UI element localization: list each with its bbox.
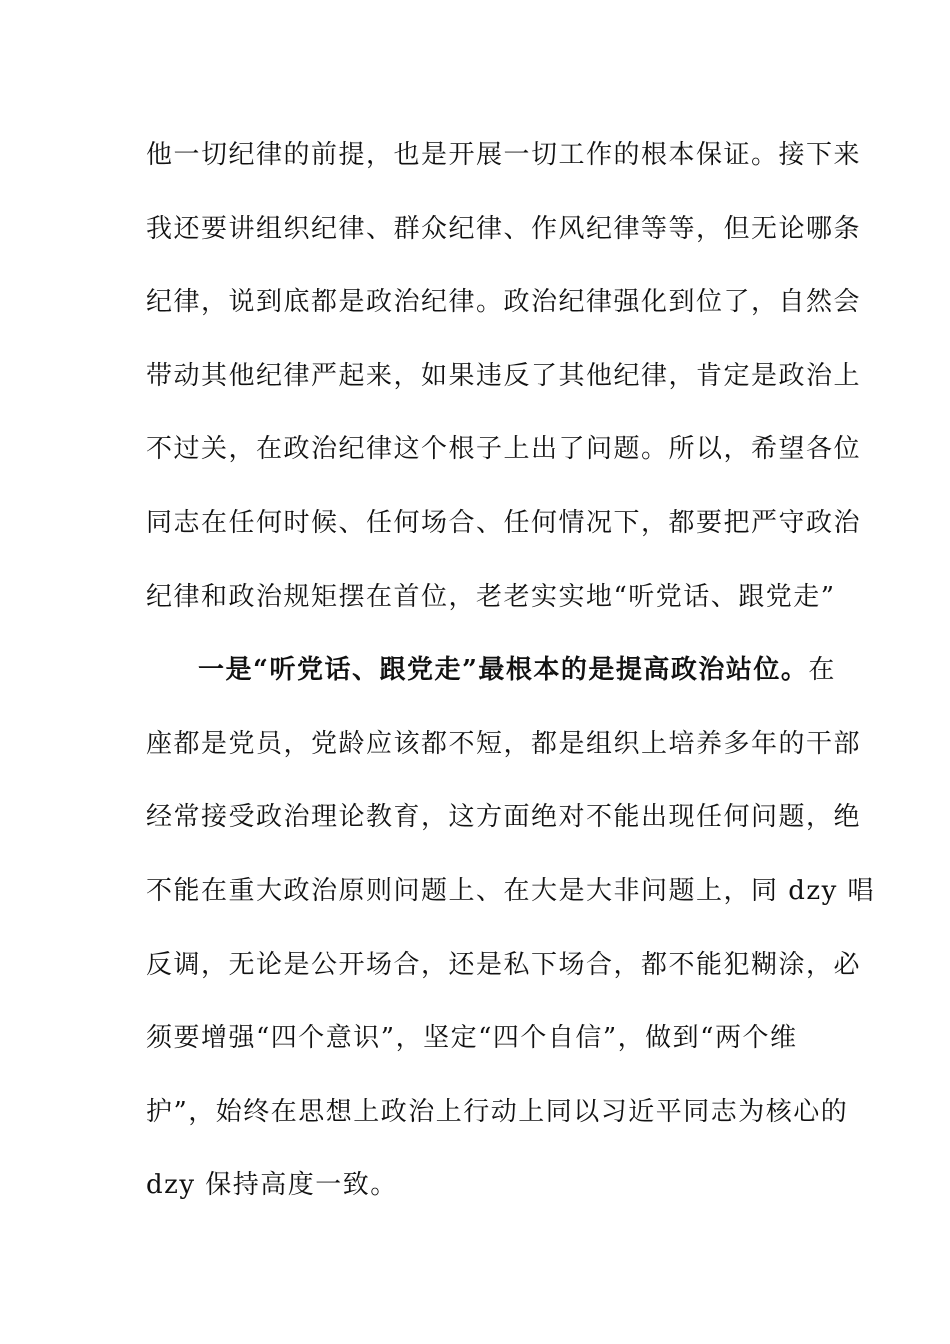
paragraph-line: 他一切纪律的前提，也是开展一切工作的根本保证。接下来	[146, 140, 862, 170]
paragraph-line: 反调，无论是公开场合，还是私下场合，都不能犯糊涂，必	[146, 949, 862, 980]
paragraph-line: 座都是党员，党龄应该都不短，都是组织上培养多年的干部	[146, 728, 862, 759]
paragraph-line: 同志在任何时候、任何场合、任何情况下，都要把严守政治	[146, 507, 862, 538]
paragraph-line: 带动其他纪律严起来，如果违反了其他纪律，肯定是政治上	[146, 360, 862, 391]
section-heading-continuation: 在	[808, 655, 836, 686]
paragraph-line: 纪律，说到底都是政治纪律。政治纪律强化到位了，自然会	[146, 287, 862, 318]
paragraph-line: 我还要讲组织纪律、群众纪律、作风纪律等等，但无论哪条	[146, 213, 862, 244]
paragraph-line: 经常接受政治理论教育，这方面绝对不能出现任何问题，绝	[146, 802, 862, 833]
paragraph-line: 不过关，在政治纪律这个根子上出了问题。所以，希望各位	[146, 434, 862, 465]
paragraph-line: 须要增强“四个意识”，坚定“四个自信”，做到“两个维	[146, 1023, 798, 1054]
section-heading: 一是“听党话、跟党走”最根本的是提高政治站位。	[198, 655, 809, 686]
paragraph-line: 纪律和政治规矩摆在首位，老老实实地“听党话、跟党走”	[146, 581, 836, 612]
paragraph-line: 护”，始终在思想上政治上行动上同以习近平同志为核心的	[146, 1096, 849, 1127]
paragraph-line: 不能在重大政治原则问题上、在大是大非问题上，同 dzy 唱	[146, 875, 876, 906]
paragraph-line: dzy 保持高度一致。	[146, 1170, 398, 1201]
body-text	[146, 126, 876, 1230]
section-heading-line	[146, 641, 836, 715]
